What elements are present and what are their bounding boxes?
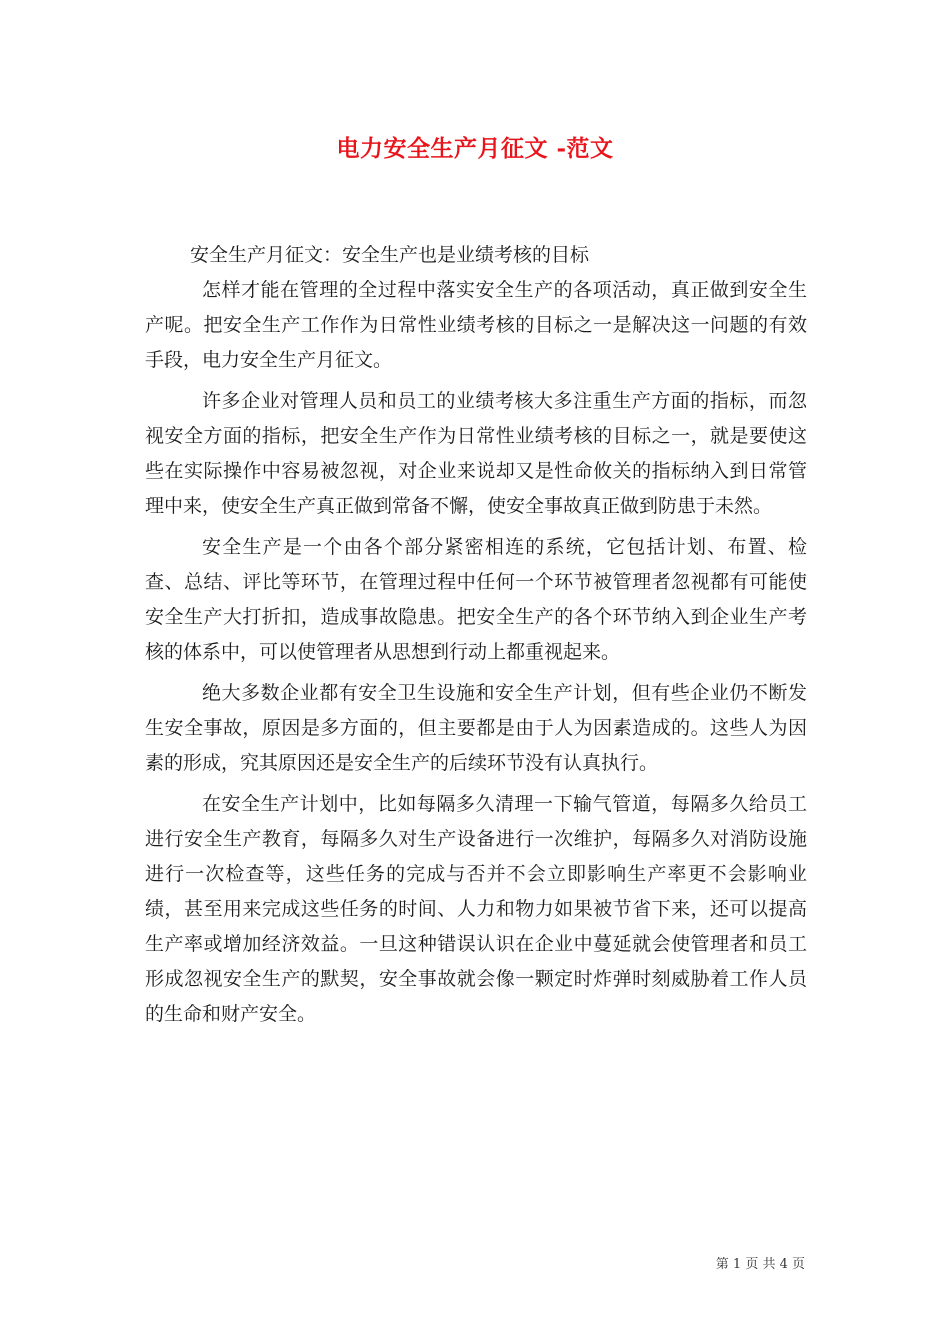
document-title: 电力安全生产月征文 -范文 <box>336 135 614 162</box>
page-number: 第 1 页 共 4 页 <box>715 1257 805 1272</box>
paragraph-3: 安全生产是一个由各个部分紧密相连的系统，它包括计划、布置、检查、总结、评比等环节，在管理过程中任何一个环节被管理者忽视都有可能使安全生产大打折扣，造成事故隐患。把安全生产的各个环节纳入到企业生产考核的体系中，可以使管理者从思想到行动上都重视起来。 <box>145 536 807 663</box>
paragraph-1: 怎样才能在管理的全过程中落实安全生产的各项活动，真正做到安全生产呢。把安全生产工作作为日常性业绩考核的目标之一是解决这一问题的有效手段，电力安全生产月征文。 <box>145 279 807 371</box>
paragraph-5: 在安全生产计划中，比如每隔多久清理一下输气管道，每隔多久给员工进行安全生产教育，每隔多久对生产设备进行一次维护，每隔多久对消防设施进行一次检查等，这些任务的完成与否并不会立即影响生产率更不会影响业绩，甚至用来完成这些任务的时间、人力和物力如果被节省下来，还可以提高生产率或增加经济效益。一旦这种错误认识在企业中蔓延就会使管理者和员工形成忽视安全生产的默契，安全事故就会像一颗定时炸弹时刻威胁着工作人员的生命和财产安全。 <box>145 793 807 1025</box>
paragraph-2: 许多企业对管理人员和员工的业绩考核大多注重生产方面的指标，而忽视安全方面的指标，把安全生产作为日常性业绩考核的目标之一，就是要使这些在实际操作中容易被忽视，对企业来说却又是性命攸关的指标纳入到日常管理中来，使安全生产真正做到常备不懈，使安全事故真正做到防患于未然。 <box>145 390 807 517</box>
paragraph-4: 绝大多数企业都有安全卫生设施和安全生产计划，但有些企业仍不断发生安全事故，原因是多方面的，但主要都是由于人为因素造成的。这些人为因素的形成，究其原因还是安全生产的后续环节没有认真执行。 <box>145 682 807 774</box>
document-body <box>145 238 807 1038</box>
document-subtitle: 安全生产月征文：安全生产也是业绩考核的目标 <box>190 244 590 266</box>
